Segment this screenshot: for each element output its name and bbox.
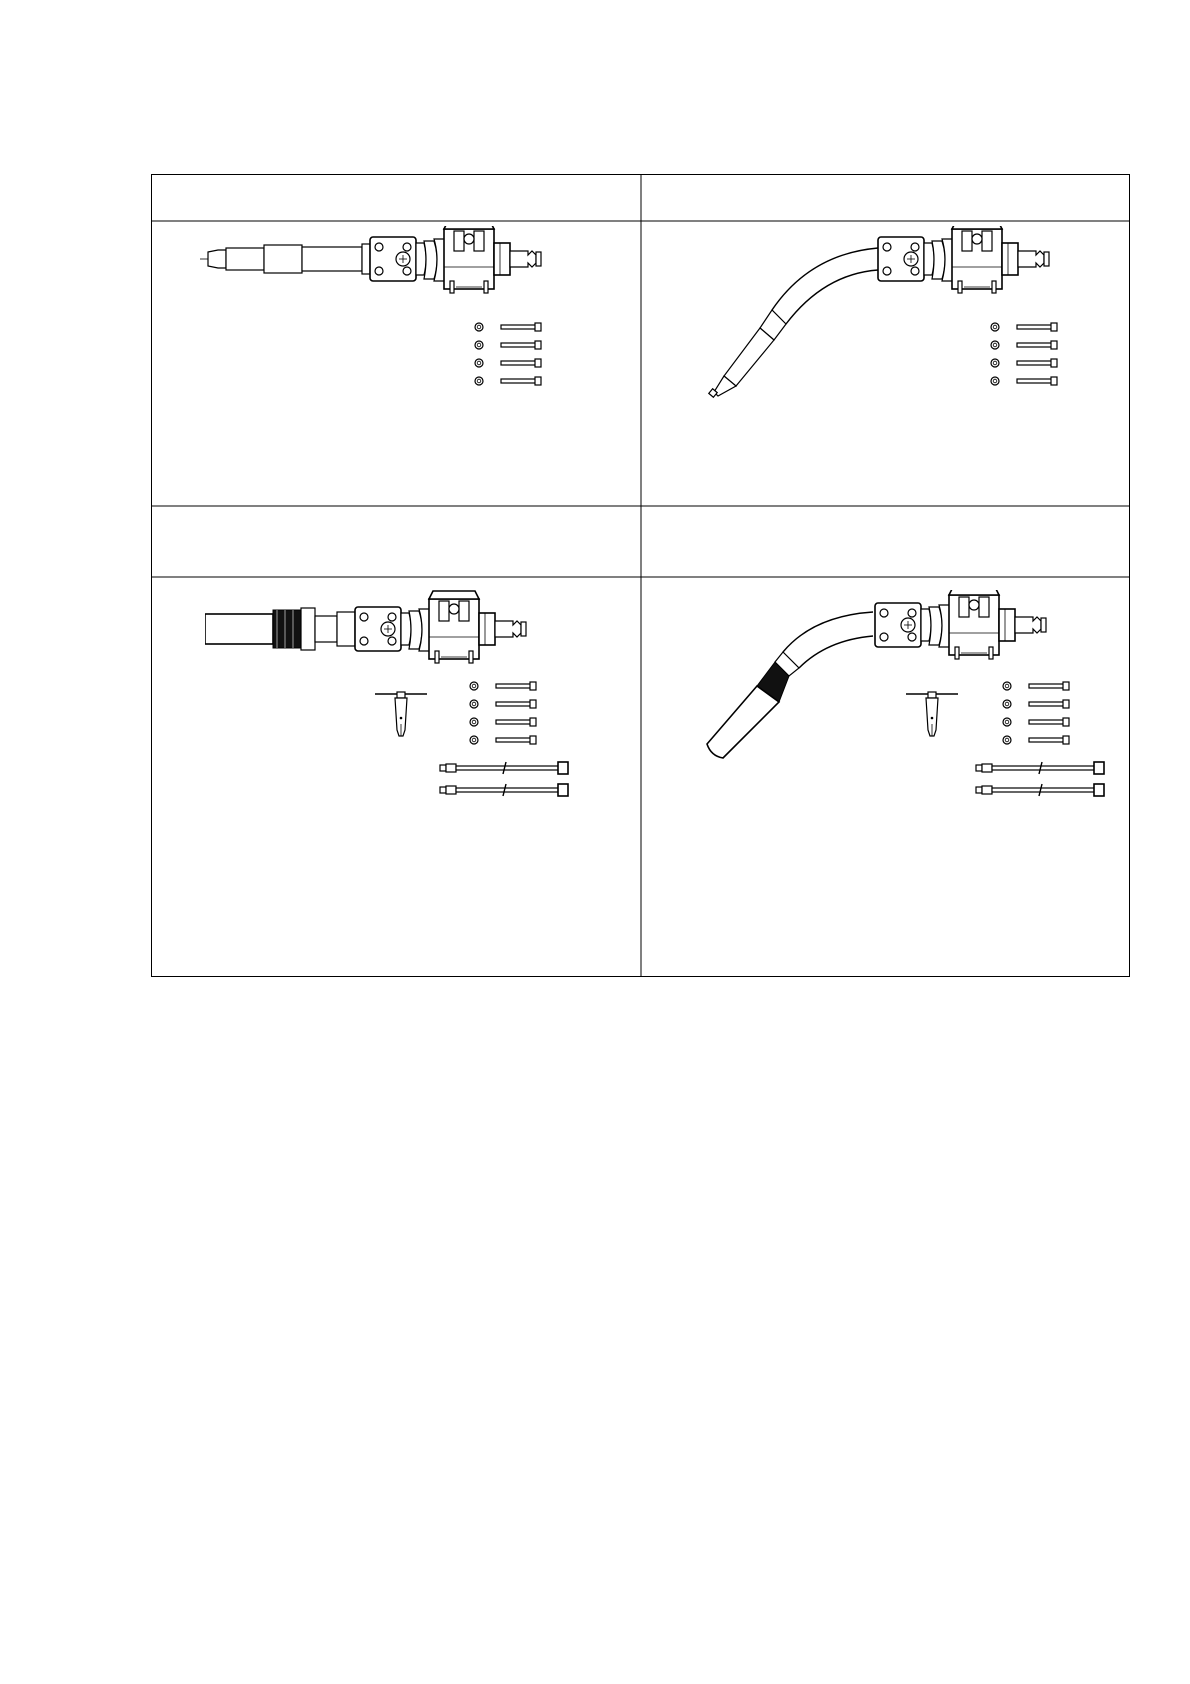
straight-torch-nozzle-illustration (205, 590, 585, 800)
torch-icon (709, 226, 1049, 397)
table-header-3 (151, 506, 641, 577)
table-header-2 (641, 174, 1130, 221)
torch-icon (205, 591, 526, 663)
torch-icon (200, 226, 541, 293)
liner-icon (440, 762, 568, 796)
torch-icon (707, 590, 1046, 758)
washer-icon (470, 682, 536, 744)
washer-icon (991, 323, 1057, 385)
liner-icon (976, 762, 1104, 796)
straight-torch-illustration (200, 226, 580, 396)
table-header-4 (641, 506, 1130, 577)
table-header-1 (151, 174, 641, 221)
t-wrench-icon (906, 692, 958, 736)
curved-torch-nozzle-illustration (695, 590, 1115, 810)
washer-icon (475, 323, 541, 385)
washer-icon (1003, 682, 1069, 744)
t-wrench-icon (375, 692, 427, 736)
curved-torch-illustration (700, 226, 1100, 426)
